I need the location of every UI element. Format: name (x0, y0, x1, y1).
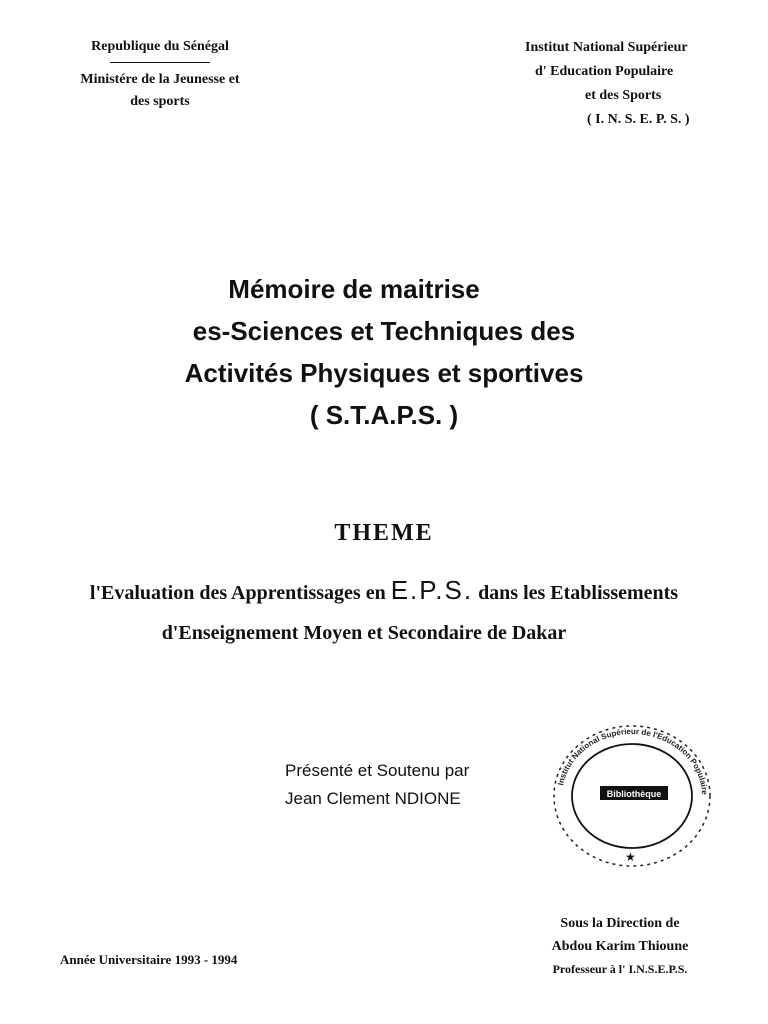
title-line3: Activités Physiques et sportives (184, 358, 584, 388)
institute-line3: et des Sports (585, 88, 662, 103)
header-right (525, 36, 755, 132)
ministry-line2: des sports (130, 94, 190, 109)
country-name: Republique du Sénégal (91, 39, 229, 54)
supervisor-name: Abdou Karim Thioune (551, 939, 689, 954)
presented-line1: Présenté et Soutenu par (285, 761, 470, 780)
header-left (40, 36, 280, 113)
stamp-graphic (540, 716, 725, 876)
subject-line1 (20, 570, 748, 613)
title-line4: ( S.T.A.P.S. ) (309, 400, 459, 430)
supervisor-block (520, 912, 720, 981)
subject-part1: l'Evaluation des Apprentissages en (89, 582, 386, 604)
document-title (0, 268, 768, 436)
direction-line1: Sous la Direction de (560, 916, 680, 931)
star-icon: ★ (625, 850, 636, 864)
stamp-ring-text: Institut National Supérieur de l'Education Populaire (556, 726, 710, 795)
author-name: Jean Clement NDIONE (285, 789, 461, 808)
header-divider (110, 62, 210, 63)
institute-line1: Institut National Supérieur (525, 40, 688, 55)
stamp-center-text: Bibliothèque (606, 789, 662, 799)
theme-label: THEME (334, 520, 434, 546)
academic-year: Année Universitaire 1993 - 1994 (60, 952, 238, 967)
library-stamp (540, 716, 725, 876)
title-line1: Mémoire de maitrise (228, 274, 480, 304)
supervisor-title: Professeur à l' I.N.S.E.P.S. (552, 962, 688, 976)
presented-block (285, 757, 525, 813)
ministry-line1: Ministére de la Jeunesse et (80, 72, 240, 87)
institute-line2: d' Education Populaire (535, 64, 674, 79)
institute-acronym: ( I. N. S. E. P. S. ) (587, 112, 690, 127)
subject-part2: dans les Etablissements (478, 582, 679, 604)
subject-line2: d'Enseignement Moyen et Secondaire de Dakar (161, 622, 567, 644)
theme-subject (20, 570, 748, 653)
title-line2: es-Sciences et Techniques des (192, 316, 576, 346)
eps-acronym: E.P.S. (390, 575, 474, 605)
